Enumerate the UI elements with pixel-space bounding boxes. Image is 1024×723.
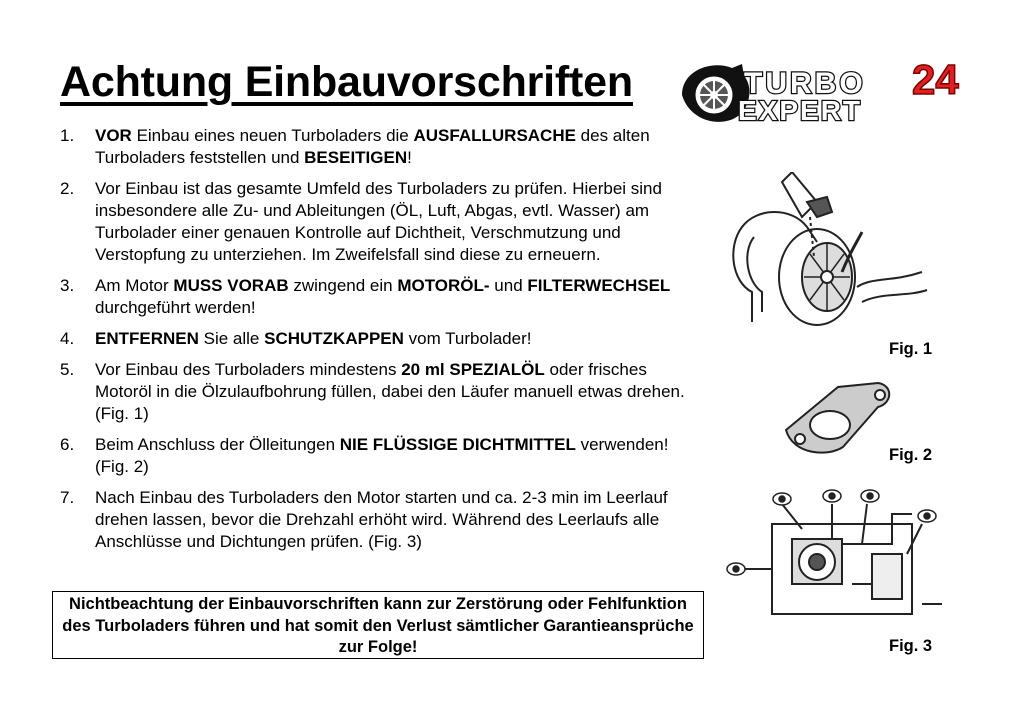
instruction-text: Am Motor [95,276,174,295]
instruction-text: und [489,276,528,295]
instruction-item [60,487,700,553]
instruction-number: 6. [60,435,75,454]
instruction-item [60,434,700,478]
instruction-item [60,328,700,350]
instruction-item [60,359,700,425]
instruction-text: verwenden! (Fig. 2) [95,435,669,476]
instruction-emphasis: FILTERWECHSEL [527,276,671,295]
instruction-emphasis: NIE FLÜSSIGE DICHTMITTEL [339,435,576,454]
instruction-number: 4. [60,329,75,348]
instruction-emphasis: MOTORÖL- [397,276,490,295]
instruction-text: Vor Einbau des Turboladers mindestens [95,360,402,379]
instruction-number: 7. [60,488,75,507]
warning-notice: Nichtbeachtung der Einbauvorschriften kann zur Zerstörung oder Fehlfunktion des Turboladers führen und hat somit den Verlust sämtlicher Garantieansprüche zur Folge! [52,591,704,659]
gasket-icon [778,375,898,460]
page-title: Achtung Einbauvorschriften [60,58,633,106]
instruction-emphasis: BESEITIGEN [304,148,408,167]
instruction-emphasis: 20 ml SPEZIALÖL [401,360,545,379]
instruction-text: oder frisches Motoröl in die Ölzulaufbohrung füllen, dabei den Läufer manuell etwas drehen. (Fig. 1) [95,360,685,423]
instruction-emphasis: VOR [95,126,132,145]
instruction-emphasis: MUSS VORAB [173,276,289,295]
instruction-number: 3. [60,276,75,295]
logo-line-2: EXPERT [738,95,863,126]
instruction-number: 1. [60,126,75,145]
instruction-number: 5. [60,360,75,379]
instruction-text: Vor Einbau ist das gesamte Umfeld des Turboladers zu prüfen. Hierbei sind insbesondere alle Zu- und Ableitungen (ÖL, Luft, Abgas, evtl. Wasser) am Turbolader einer genauen Kontrolle auf Dichtheit, Verschmutzung und Verstopfung zu unterziehen. Im Zweifelsfall sind diese zu erneuern. [95,179,662,264]
fig-2-label: Fig. 2 [889,446,933,464]
instruction-text: vom Turbolader! [403,329,532,348]
logo-number: 24 [912,56,959,103]
instruction-emphasis: SCHUTZKAPPEN [264,329,404,348]
instruction-item [60,125,700,169]
engine-connections-icon [722,484,947,634]
instruction-number: 2. [60,179,75,198]
instruction-text: ! [407,148,412,167]
fig-1-label: Fig. 1 [889,340,933,358]
logo-line-1: TURBO [744,67,866,100]
instruction-text: des alten Turboladers feststellen und [95,126,650,167]
instruction-text: Sie alle [198,329,265,348]
fig-3-label: Fig. 3 [889,637,933,655]
turbocharger-oil-fill-icon [722,172,942,332]
instruction-list [60,125,700,562]
instruction-text: Beim Anschluss der Ölleitungen [95,435,340,454]
instruction-text: Nach Einbau des Turboladers den Motor starten und ca. 2-3 min im Leerlauf drehen lassen, bevor die Drehzahl erhöht wird. Während des Leerlaufs alle Anschlüsse und Dichtungen prüfen. (Fig. 3) [95,488,668,551]
instruction-text: Einbau eines neuen Turboladers die [131,126,414,145]
instruction-text: zwingend ein [288,276,398,295]
instruction-item [60,178,700,266]
instruction-text: durchgeführt werden! [95,298,256,317]
instruction-item [60,275,700,319]
turbo-expert-24-logo [672,50,972,130]
instruction-emphasis: ENTFERNEN [95,329,199,348]
instruction-emphasis: AUSFALLURSACHE [413,126,576,145]
